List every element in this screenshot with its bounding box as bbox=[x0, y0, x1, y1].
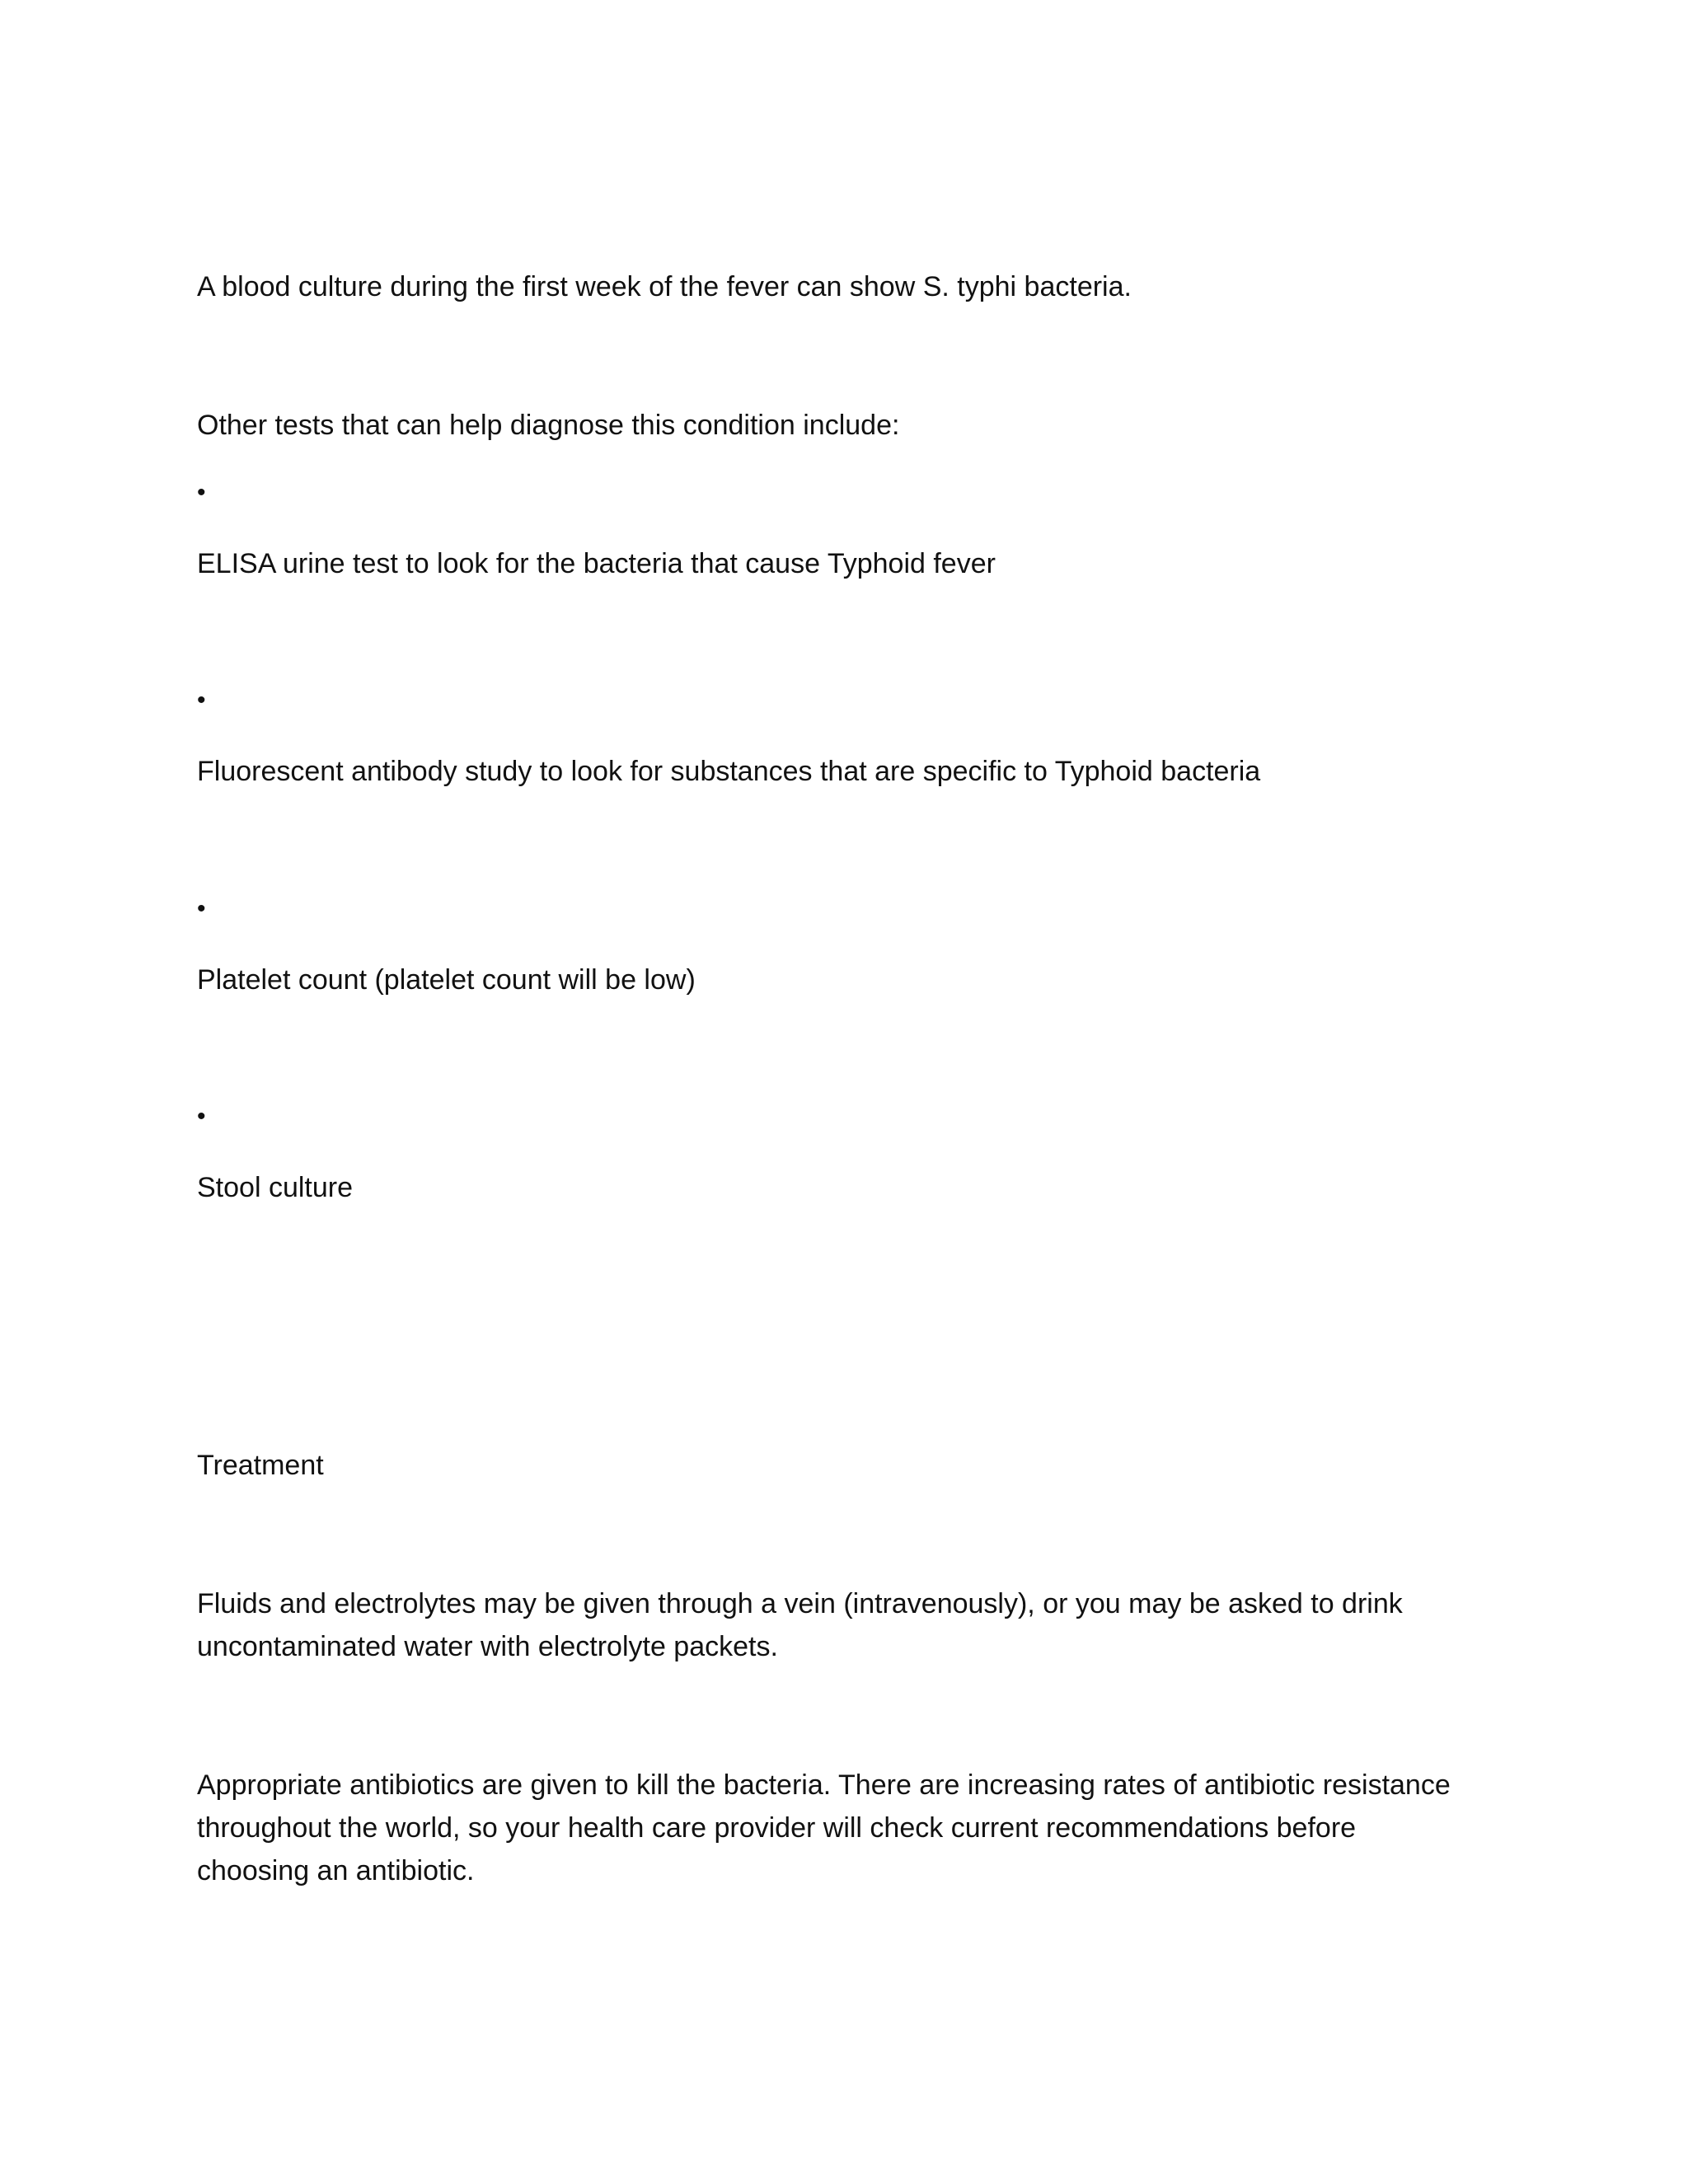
antibiotics-line: throughout the world, so your health care provider will check current recommendations before bbox=[197, 1812, 1357, 1844]
list-item-fluorescent-antibody: Fluorescent antibody study to look for substances that are specific to Typhoid bacteria bbox=[197, 756, 1261, 787]
treatment-heading: Treatment bbox=[197, 1450, 324, 1481]
antibiotics-line: choosing an antibiotic. bbox=[197, 1855, 475, 1886]
list-bullet: • bbox=[197, 1103, 206, 1130]
antibiotics-line: Appropriate antibiotics are given to kill the bacteria. There are increasing rates of antibiotic resistance bbox=[197, 1769, 1451, 1801]
list-item-elisa: ELISA urine test to look for the bacteria that cause Typhoid fever bbox=[197, 548, 996, 579]
fluids-line: uncontaminated water with electrolyte packets. bbox=[197, 1631, 778, 1662]
list-item-platelet-count: Platelet count (platelet count will be low) bbox=[197, 964, 696, 996]
fluids-line: Fluids and electrolytes may be given through a vein (intravenously), or you may be asked to drink bbox=[197, 1588, 1403, 1619]
list-bullet: • bbox=[197, 687, 206, 714]
other-tests-intro: Other tests that can help diagnose this condition include: bbox=[197, 410, 900, 441]
list-bullet: • bbox=[197, 479, 206, 506]
list-item-stool-culture: Stool culture bbox=[197, 1172, 353, 1203]
blood-culture-paragraph: A blood culture during the first week of the fever can show S. typhi bacteria. bbox=[197, 271, 1132, 302]
list-bullet: • bbox=[197, 895, 206, 922]
